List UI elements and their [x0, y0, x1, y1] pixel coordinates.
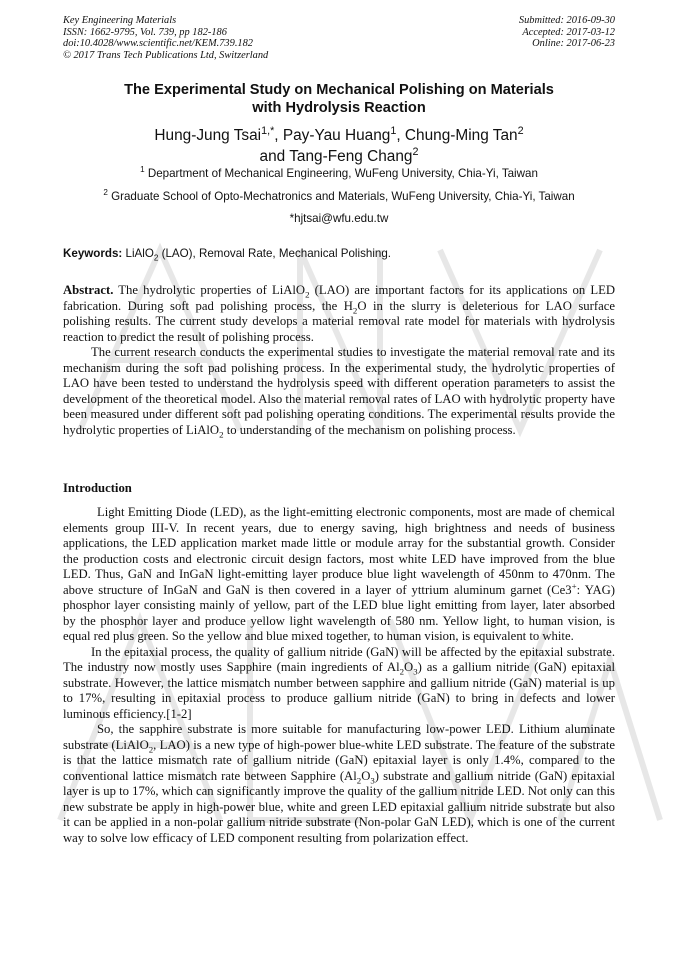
- abstract-paragraph-2: [63, 345, 615, 438]
- online-date: Online: 2017-06-23: [532, 38, 615, 49]
- text-run: ) as a gallium nitride (GaN) epitaxial substrate. However, the lattice mismatch number between sapphire and gallium nitride (GaN) material is up to 17%, resulting in epitaxial process to produce gallium nitride (GaN) to bring in defects and lower luminous efficiency.[1-2]: [63, 660, 615, 721]
- author-affiliation-mark: 2: [517, 124, 524, 137]
- issn-line: ISSN: 1662-9795, Vol. 739, pp 182-186: [63, 26, 227, 38]
- submitted-date: Submitted: 2016-09-30: [518, 15, 615, 26]
- subscript: 2: [148, 744, 154, 755]
- subscript: 2: [219, 429, 224, 440]
- text-run: Light Emitting Diode (LED), as the light-emitting electronic components, most are made of chemical elements group III-V. In recent years, due to energy saving, high brightness and needs of business applications, the LED application market made little or module array for the substantial growth. Consider the production costs and electronic circuit design factors, most white LED have improved from the blue LED. Thus, GaN and InGaN light-emitting layer produce blue light wavelength of 450nm to 470nm. The above structure of InGaN and GaN is then covered in a layer of yttrium aluminum garnet (Ce3: [63, 505, 615, 597]
- journal-name: Key Engineering Materials: [63, 15, 177, 26]
- abstract-label: Abstract.: [63, 283, 114, 297]
- subscript: 2: [352, 305, 358, 316]
- text-run: O in the slurry is deleterious for LAO surface polishing results. The current study develops a material removal rate model for materials with hydrolysis reaction to predict the result of polishing process.: [63, 298, 615, 344]
- affiliation-text: Department of Mechanical Engineering, WuFeng University, Chia-Yi, Taiwan: [147, 167, 538, 180]
- keyword-subscript: 2: [153, 253, 159, 263]
- title-line-1: The Experimental Study on Mechanical Polishing on Materials: [124, 82, 554, 98]
- keywords-text: [125, 247, 392, 263]
- author-name: Tang-Feng Chang: [289, 148, 413, 165]
- text-run: (LAO) are important factors for its applications on LED fabrication. During soft pad polishing process, the H: [63, 283, 615, 313]
- author-line-2: [70, 146, 608, 167]
- keywords-label: Keywords:: [63, 247, 123, 260]
- keyword-formula: LiAlO: [125, 247, 154, 260]
- affiliation-mark: 2: [103, 188, 108, 198]
- author-list: [70, 125, 608, 167]
- text-run: , LAO) is a new type of high-power blue-white LED substrate. The feature of the substrate is that the lattice mismatch rate of gallium nitride (GaN) epitaxial layer is only 1.4%, compared to the conventional lattice mismatch rate between Sapphire (Al: [63, 737, 616, 783]
- author-separator: ,: [396, 127, 405, 144]
- corresponding-email: [40, 212, 638, 226]
- paper-title: [70, 81, 608, 117]
- text-run: The current research conducts the experimental studies to investigate the material removal rate and its mechanism during the soft pad polishing process. In the experimental study, the hydrolytic properties of LAO have been tested to understand the hydrolysis speed with different operation parameters to assist the development of the theoretical model. Also the material removal rates of LAO with hydrolytic property have been measured under different soft pad polishing operating conditions. The experimental results provide the hydrolytic properties of LiAlO: [63, 345, 615, 437]
- keyword-rest: (LAO), Removal Rate, Mechanical Polishing.: [158, 247, 392, 260]
- text-run: O: [404, 660, 414, 674]
- author-affiliation-mark: 1: [390, 124, 397, 137]
- author-affiliation-mark: 2: [412, 145, 419, 158]
- subscript: 2: [356, 775, 362, 786]
- submission-dates: [395, 15, 615, 50]
- author-line-1: [70, 125, 608, 146]
- author-separator: ,: [274, 127, 283, 144]
- text-run: So, the sapphire substrate is more suitable for manufacturing low-power LED. Lithium aluminate substrate (LiAlO: [63, 722, 615, 752]
- text-run: The hydrolytic properties of LiAlO: [113, 283, 306, 297]
- introduction-section: [63, 505, 615, 846]
- author-name: Pay-Yau Huang: [282, 127, 391, 144]
- subscript: 2: [305, 289, 310, 300]
- abstract-paragraph-1: [63, 283, 615, 345]
- introduction-paragraph-2: [63, 645, 615, 723]
- doi-link[interactable]: doi:10.4028/www.scientific.net/KEM.739.182: [63, 38, 253, 49]
- subscript: 3: [413, 666, 418, 677]
- subscript: 2: [399, 666, 405, 677]
- title-line-2: with Hydrolysis Reaction: [252, 100, 426, 116]
- affiliation-1: [40, 167, 638, 181]
- affiliation-2: [40, 190, 638, 204]
- text-run: In the epitaxial process, the quality of gallium nitride (GaN) will be affected by the epitaxial substrate. The industry now mostly uses Sapphire (main ingredients of Al: [63, 644, 615, 674]
- author-name: Hung-Jung Tsai: [154, 127, 262, 144]
- abstract-section: [63, 283, 615, 438]
- affiliation-mark: 1: [140, 165, 145, 175]
- text-run: : YAG) phosphor layer consisting mainly of yellow, part of the LED blue light emitting from layer, later absorbed by the phosphor layer and produce yellow light wavelength of 580 nm. Yellow light, to human vision, is equal red plus green. So the yellow and blue mixed together, to human vision, is equivalent to white.: [63, 582, 616, 643]
- text-run: to understanding of the mechanism on polishing process.: [223, 422, 516, 437]
- introduction-paragraph-1: [63, 505, 615, 645]
- introduction-heading: Introduction: [63, 481, 132, 495]
- introduction-paragraph-3: [63, 722, 615, 846]
- author-affiliation-mark: 1,*: [261, 124, 275, 137]
- affiliation-text: Graduate School of Opto-Mechatronics and Materials, WuFeng University, Chia-Yi, Taiwan: [111, 190, 575, 203]
- text-run: ) substrate and gallium nitride (GaN) epitaxial layer is up to 17%, which can significantly improve the quality of the gallium nitride LED. Not only can this new substrate be apply in high-power blue, white and green LED epitaxial gallium nitride substrate but also it can be applied in a non-polar gallium nitride substrate (Non-polar GaN LED), which is one of the current way to solve low efficacy of LED component resulting from polarization effect.: [63, 768, 615, 845]
- keywords-line: [63, 247, 615, 261]
- text-run: O: [361, 768, 371, 783]
- author-and: and: [259, 148, 290, 165]
- email-link[interactable]: *hjtsai@wfu.edu.tw: [289, 212, 389, 225]
- journal-metadata: [63, 15, 383, 61]
- author-name: Chung-Ming Tan: [404, 127, 518, 144]
- subscript: 3: [370, 775, 375, 786]
- copyright-line: © 2017 Trans Tech Publications Ltd, Switzerland: [63, 49, 269, 61]
- accepted-date: Accepted: 2017-03-12: [522, 26, 615, 38]
- superscript: +: [571, 580, 577, 591]
